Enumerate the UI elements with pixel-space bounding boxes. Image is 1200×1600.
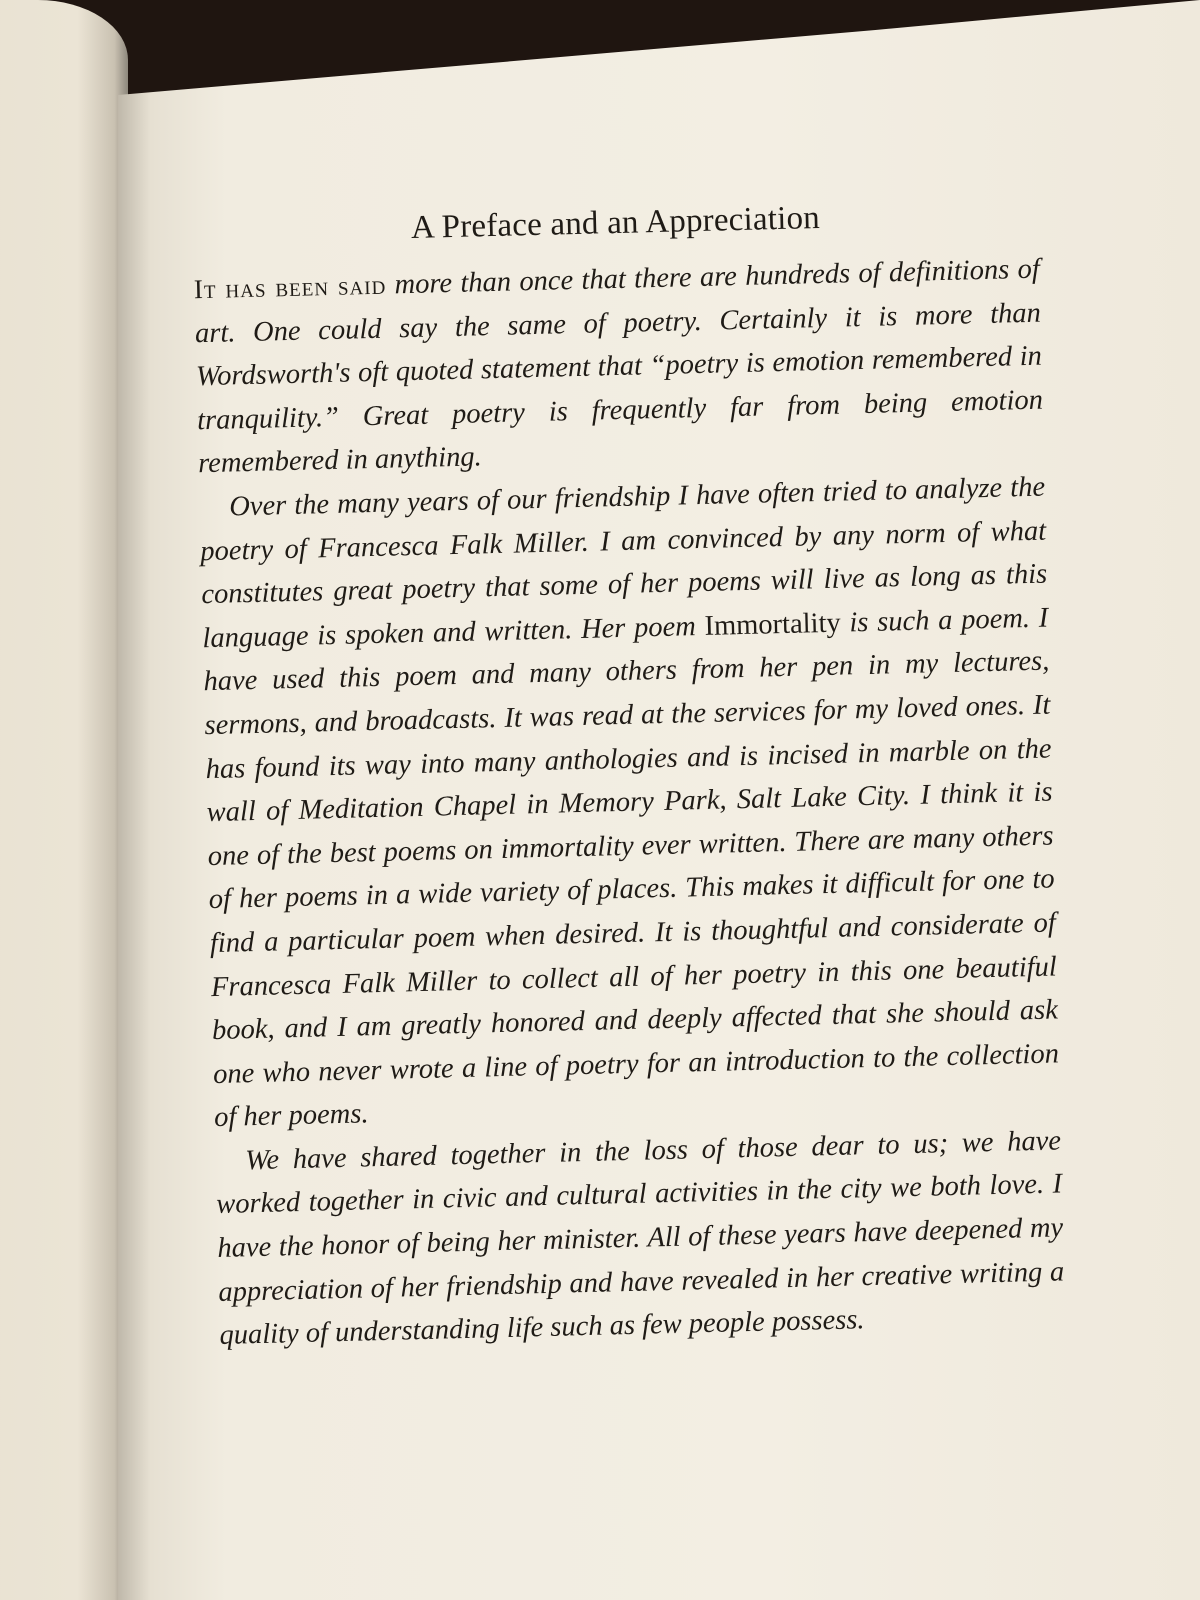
paragraph-1-text: more than once that there are hundreds of definitions of art. One could say the same of poetry. Certainly it is more than Wordsworth's oft quoted statement that “poetry is emotion remembered in tranquility.” Great poetry is frequently far from being emotion remembered in anything. — [194, 253, 1044, 480]
paragraph-1-lead: It has been said — [193, 269, 387, 305]
page-text-block — [192, 195, 1066, 1358]
paragraph-2-after: is such a poem. I have used this poem and many others from her pen in my lectures, sermons, and broadcasts. It was read at the services for my loved ones. It has found its way into many anthologies and is incised in marble on the wall of Meditation Chapel in Memory Park, Salt Lake City. I think it is one of the best poems on immortality ever written. There are many others of her poems in a wide variety of places. This makes it difficult for one to find a particular poem when desired. It is thoughtful and considerate of Francesca Falk Miller to collect all of her poetry in this one beautiful book, and I am greatly honored and deeply affected that she should ask one who never wrote a line of poetry for an introduction to the collection of her poems. — [203, 602, 1060, 1134]
page-title: A Preface and an Appreciation — [410, 200, 821, 246]
paragraph-1 — [193, 248, 1044, 487]
paragraph-2 — [199, 466, 1061, 1140]
paragraph-3: We have shared together in the loss of those dear to us; we have worked together in civic and cultural activities in the city we both love. I have the honor of being her minister. All of these years have deepened my appreciation of her friendship and have revealed in her creative writing a quality of understanding life such as few people possess. — [215, 1125, 1065, 1352]
poem-title: Immortality — [704, 607, 842, 642]
paragraph-2-before: Over the many years of our friendship I have often tried to analyze the poetry of Francesca Falk Miller. I am convinced by any norm of what constitutes great poetry that some of her poems will live as long as this language is spoken and written. Her poem — [199, 471, 1048, 654]
left-page — [0, 0, 128, 1600]
